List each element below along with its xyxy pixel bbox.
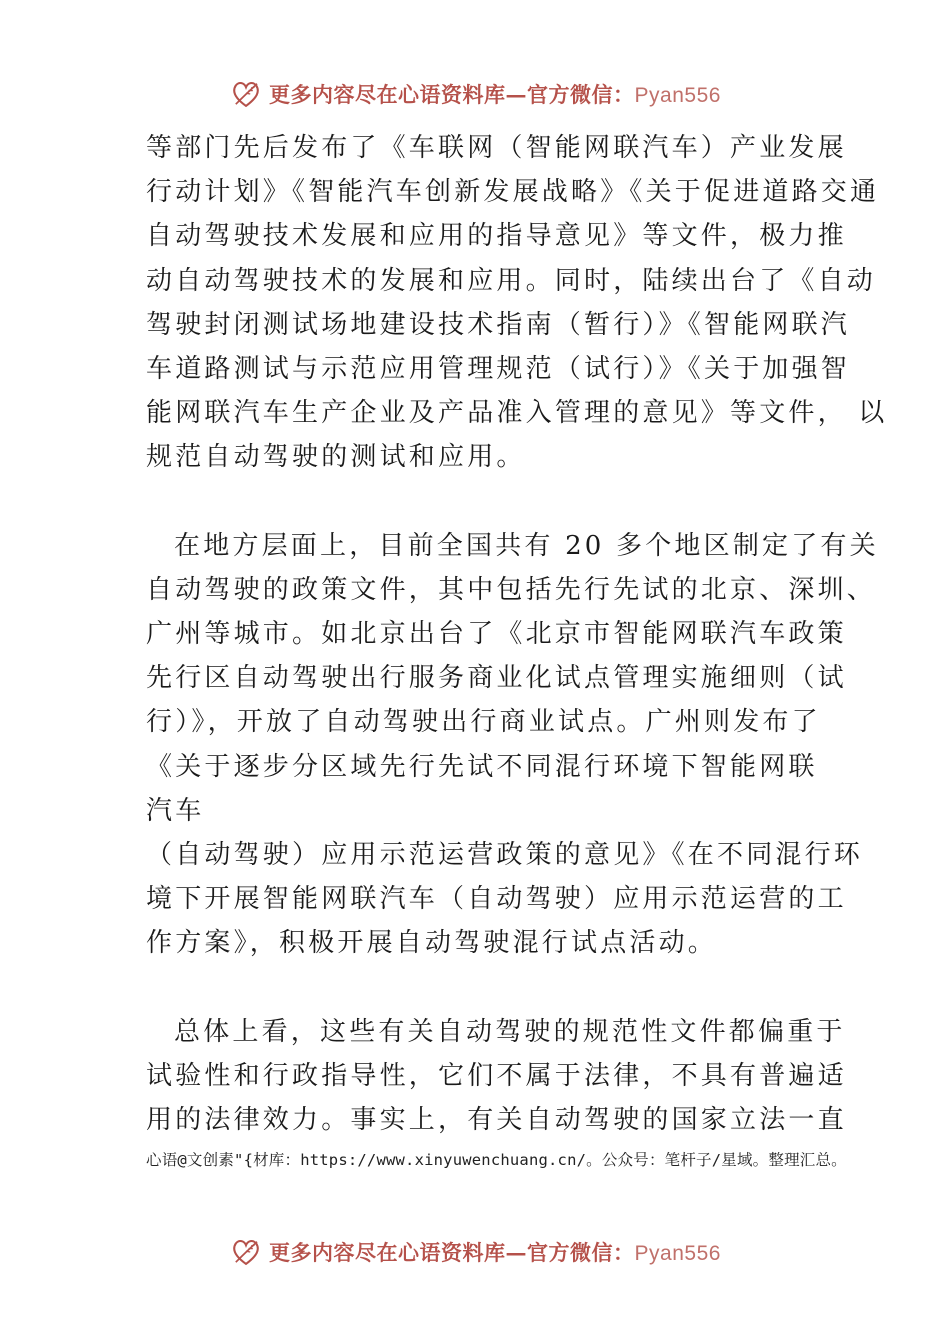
text-line: 行动计划》《智能汽车创新发展战略》《关于促进道路交通: [146, 177, 880, 208]
text-line: 自动驾驶技术发展和应用的指导意见》等文件，极力推: [146, 221, 847, 252]
text-line: 先行区自动驾驶出行服务商业化试点管理实施细则（试: [146, 663, 847, 694]
paragraph-gap: [146, 480, 826, 524]
text-line: 驾驶封闭测试场地建设技术指南（暂行）》《智能网联汽: [146, 309, 851, 340]
text-line: 动自动驾驶技术的发展和应用。同时，陆续出台了《自动: [146, 265, 877, 296]
text-line: 汽车: [146, 795, 205, 826]
banner-text: 更多内容尽在心语资料库—官方微信：Pyan556: [269, 1240, 721, 1265]
banner-text: 更多内容尽在心语资料库—官方微信：Pyan556: [269, 82, 721, 107]
paragraph-1: [146, 126, 888, 480]
text-line: 在地方层面上，目前全国共有 20 多个地区制定了有关: [174, 530, 879, 561]
text-line: 广州等城市。如北京出台了《北京市智能网联汽车政策: [146, 619, 847, 650]
text-line: 用的法律效力。事实上，有关自动驾驶的国家立法一直: [146, 1105, 847, 1136]
text-line: 能网联汽车生产企业及产品准入管理的意见》等文件， 以: [146, 398, 888, 429]
text-line: 境下开展智能网联汽车（自动驾驶）应用示范运营的工: [146, 884, 847, 915]
document-body: [146, 126, 888, 1142]
text-line: 《关于逐步分区域先行先试不同混行环境下智能网联: [146, 751, 818, 782]
text-line: 总体上看，这些有关自动驾驶的规范性文件都偏重于: [174, 1016, 846, 1047]
heart-feather-logo-icon: [229, 1235, 263, 1269]
paragraph-2: [146, 524, 879, 966]
text-line: 试验性和行政指导性，它们不属于法律，不具有普遍适: [146, 1060, 847, 1091]
text-line: 规范自动驾驶的测试和应用。: [146, 442, 526, 473]
paragraph-gap: [146, 966, 826, 1010]
wechat-id: Pyan556: [634, 1242, 721, 1265]
text-line: 行）》，开放了自动驾驶出行商业试点。广州则发布了: [146, 707, 821, 738]
text-line: （自动驾驶）应用示范运营政策的意见》《在不同混行环: [146, 840, 864, 871]
footer-source-note: 心语@文创素"{材库：https://www.xinyuwenchuang.cn/。公众号：笔杆子/星域。整理汇总。: [146, 1151, 847, 1169]
header-banner: [0, 74, 950, 114]
text-line: 作方案》，积极开展自动驾驶混行试点活动。: [146, 928, 718, 959]
wechat-id: Pyan556: [634, 84, 721, 107]
paragraph-3: [146, 1010, 847, 1143]
footer-banner: [0, 1232, 950, 1272]
heart-feather-logo-icon: [229, 77, 263, 111]
text-line: 自动驾驶的政策文件，其中包括先行先试的北京、深圳、: [146, 574, 877, 605]
text-line: 车道路测试与示范应用管理规范（试行）》《关于加强智: [146, 354, 851, 385]
text-line: 等部门先后发布了《车联网（智能网联汽车）产业发展: [146, 133, 847, 163]
